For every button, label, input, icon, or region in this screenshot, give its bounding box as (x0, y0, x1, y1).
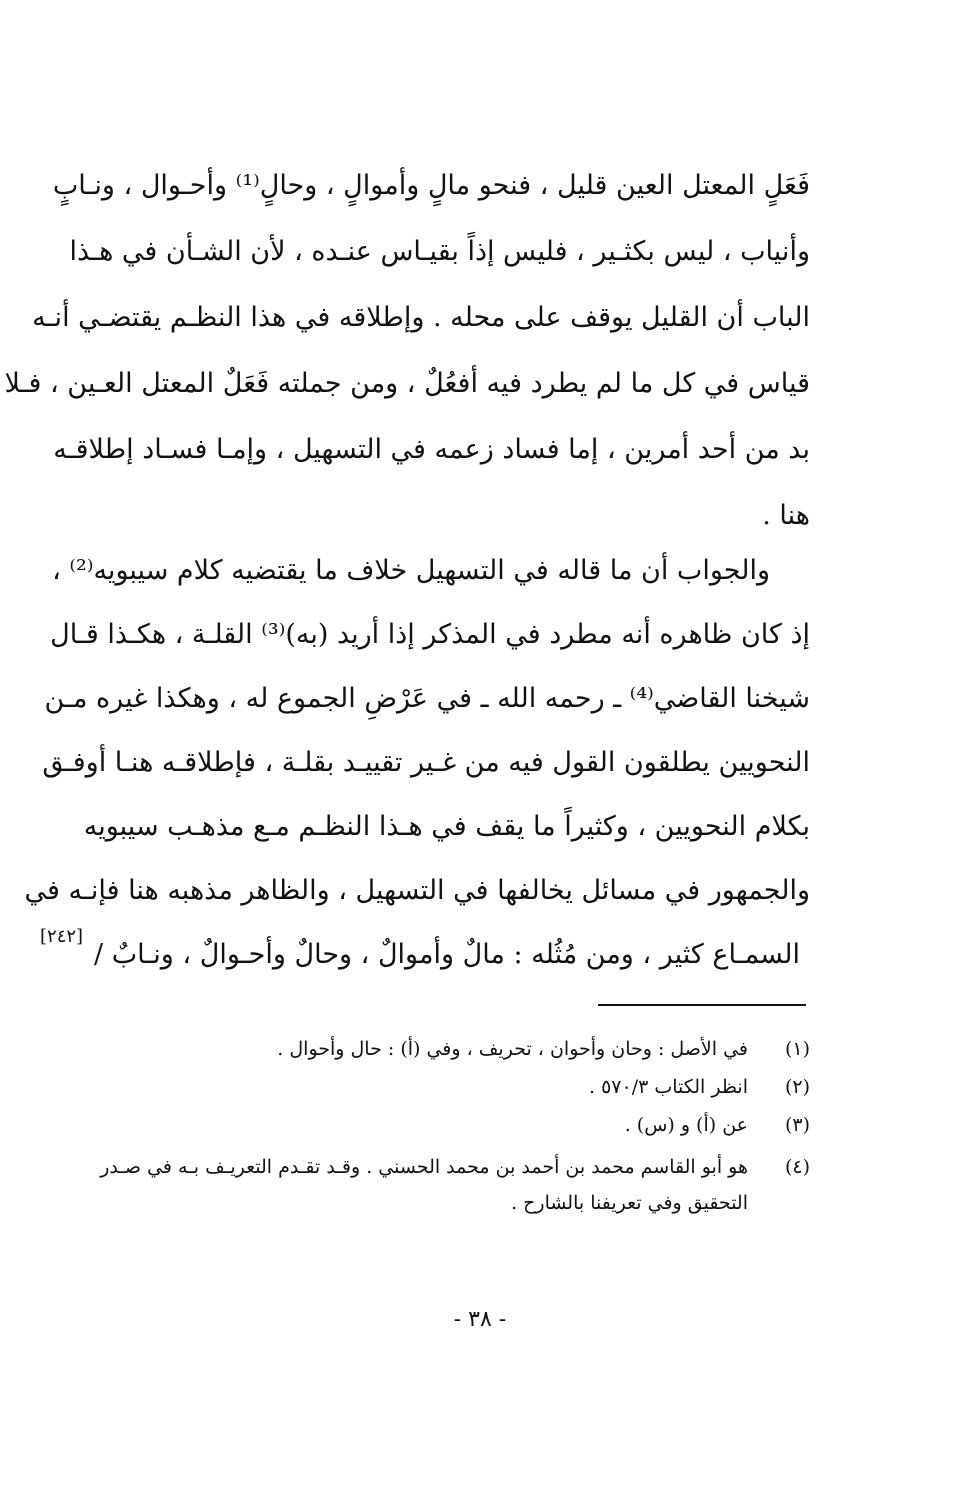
text-line: قياس في كل ما لم يطرد فيه أفعُلٌ ، ومن جملته فَعَلٌ المعتل العـين ، فـلا (4, 368, 810, 399)
footnote-text: عن (أ) و (س) . (624, 1114, 748, 1136)
text-line: بد من أحد أمرين ، إما فساد زعمه في التسهيل ، وإمـا فسـاد إطلاقـه (53, 434, 810, 465)
footnote-number: (١) (784, 1038, 810, 1060)
text-line: السمـاع كثير ، ومن مُثُله : مالٌ وأموالٌ ، وحالٌ وأحـوالٌ ، ونـابٌ / (94, 939, 800, 970)
footnote-text: هو أبو القاسم محمد بن أحمد بن محمد الحسني . وقـد تقـدم التعريـف بـه في صـدر (100, 1156, 748, 1178)
paragraph-1 (4, 153, 810, 553)
text-line: والجواب أن ما قاله في التسهيل خلاف ما يقتضيه كلام سيبويه⁽²⁾ ، (52, 555, 770, 586)
margin-page-reference: [٢٤٢] (40, 926, 84, 947)
footnote-number: (٢) (784, 1076, 810, 1098)
text-line: إذ كان ظاهره أنه مطرد في المذكر إذا أريد (به)⁽³⁾ القلـة ، هكـذا قـال (50, 619, 810, 650)
footnote-1 (260, 1030, 810, 1068)
text-line: النحويين يطلقون القول فيه من غـير تقييـد بقلـة ، فإطلاقـه هنـا أوفـق (42, 747, 810, 778)
footnote-number: (٣) (784, 1114, 810, 1136)
text-line: والجمهور في مسائل يخالفها في التسهيل ، والظاهر مذهبه هنا فإنـه في (24, 875, 810, 906)
footnote-text: انظر الكتاب ٥٧٠/٣ . (588, 1076, 748, 1098)
footnote-2 (260, 1068, 810, 1106)
footnote-text-continued: التحقيق وفي تعريفنا بالشارح . (511, 1192, 748, 1214)
text-line: فَعَلٍ المعتل العين قليل ، فنحو مالٍ وأموالٍ ، وحالٍ⁽¹⁾ وأحـوال ، ونـابٍ (52, 170, 810, 201)
text-line: بكلام النحويين ، وكثيراً ما يقف في هـذا النظـم مـع مذهـب سيبويه (83, 811, 810, 842)
text-line: شيخنا القاضي⁽⁴⁾ ـ رحمه الله ـ في عَرْضِ الجموع له ، وهكذا غيره مـن (44, 683, 810, 714)
footnote-separator (598, 1004, 806, 1006)
text-line: وأنياب ، ليس بكثـير ، فليس إذاً بقيـاس عنـده ، لأن الشـأن في هـذا (69, 236, 810, 267)
footnote-3 (260, 1106, 810, 1144)
text-line: هنا . (762, 500, 810, 531)
page-number: - ٣٨ - (453, 1307, 507, 1332)
footnote-text: في الأصل : وحان وأحوان ، تحريف ، وفي (أ) : حال وأحوال . (277, 1038, 748, 1060)
footnote-4 (100, 1148, 810, 1228)
footnote-number: (٤) (784, 1156, 810, 1178)
text-line: الباب أن القليل يوقف على محله . وإطلاقه في هذا النظـم يقتضـي أنـه (32, 302, 810, 333)
